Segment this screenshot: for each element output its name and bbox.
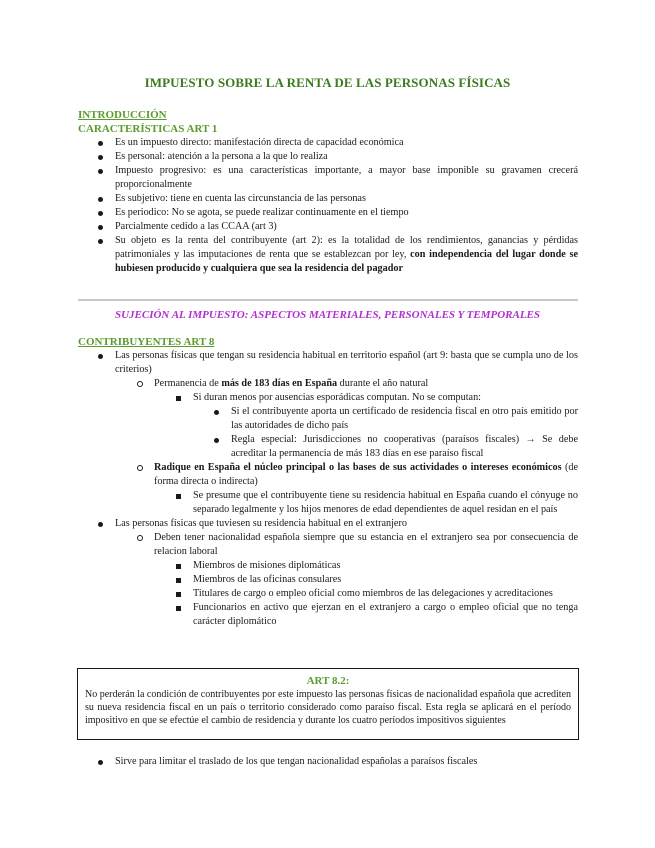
bullet-icon [98,239,103,244]
article-box-text: No perderán la condición de contribuyentes por este impuesto las personas físicas de nacionalidad española que acrediten su nueva residencia fiscal en un país o territorio considerado como paraíso fiscal. Esta regla se aplicará en el período impositivo en que se efectúe el cambio de residencia y durante los cuatro períodos impositivos siguientes [85,689,571,726]
list-item: Impuesto progresivo: es una características importante, a mayor base imponible su gravamen crecerá proporcionalmente [115,164,578,192]
intro-heading: INTRODUCCIÓN [78,109,167,121]
list-item: Su objeto es la renta del contribuyente (art 2): es la totalidad de los rendimientos, ganancias y pérdidas patrimoniales y las imputaciones de renta que se establezcan por ley, con independencia del lugar donde se hubiesen producido y cualquiera que sea la residencia del pagador [115,234,578,276]
bullet-icon [98,169,103,174]
list-item: Es subjetivo: tiene en cuenta las circunstancia de las personas [115,192,578,206]
final-list [0,755,655,769]
list-item: Es personal: atención a la persona a la que lo realiza [115,150,578,164]
list-item: Radique en España el núcleo principal o las bases de sus actividades o intereses económicos (de forma directa o indirecta) [154,461,578,489]
list-item: Deben tener nacionalidad española siempre que su estancia en el extranjero sea por consecuencia de relacion laboral [154,531,578,559]
article-box-title: ART 8.2: [306,675,350,687]
list-item: Regla especial: Jurisdicciones no cooperativas (paraísos fiscales) → Se debe acreditar la permanencia de más 183 días en ese paraíso fiscal [231,433,578,461]
contributors-heading: CONTRIBUYENTES ART 8 [78,336,215,348]
list-item: Miembros de las oficinas consulares [193,573,578,587]
square-bullet-icon [176,494,181,499]
article-box [77,668,579,740]
bullet-icon [98,197,103,202]
list-item: Si duran menos por ausencias esporádicas computan. No se computan: [193,391,578,405]
list-item: Permanencia de más de 183 días en España durante el año natural [154,377,578,391]
square-bullet-icon [176,592,181,597]
list-item: Funcionarios en activo que ejerzan en el extranjero a cargo o empleo oficial que no tenga carácter diplomático [193,601,578,629]
circle-bullet-icon [137,381,143,387]
list-item: Sirve para limitar el traslado de los que tengan nacionalidad españolas a paraísos fiscales [115,755,578,769]
square-bullet-icon [176,564,181,569]
list-item: Si el contribuyente aporta un certificado de residencia fiscal en otro país emitido por las autoridades de dicho país [231,405,578,433]
bullet-icon [98,522,103,527]
section-divider [78,299,578,301]
characteristics-list [0,136,655,276]
list-item: Las personas físicas que tengan su residencia habitual en territorio español (art 9: basta que se cumpla uno de los criterios) [115,349,578,377]
square-bullet-icon [176,606,181,611]
circle-bullet-icon [137,465,143,471]
square-bullet-icon [176,578,181,583]
list-item: Es un impuesto directo: manifestación directa de capacidad económica [115,136,578,150]
bullet-icon [214,410,219,415]
bullet-icon [98,225,103,230]
bullet-icon [214,438,219,443]
characteristics-heading: CARACTERÍSTICAS ART 1 [78,123,218,135]
list-item: Las personas físicas que tuviesen su residencia habitual en el extranjero [115,517,578,531]
contributors-list [0,349,655,629]
bullet-icon [98,141,103,146]
circle-bullet-icon [137,535,143,541]
list-item: Parcialmente cedido a las CCAA (art 3) [115,220,578,234]
bullet-icon [98,211,103,216]
list-item: Se presume que el contribuyente tiene su residencia habitual en España cuando el cónyuge no separado legalmente y los hijos menores de edad dependientes de aquel residan en el país [193,489,578,517]
list-item: Titulares de cargo o empleo oficial como miembros de las delegaciones y acreditaciones [193,587,578,601]
document-title: IMPUESTO SOBRE LA RENTA DE LAS PERSONAS FÍSICAS [144,75,511,90]
list-item: Es periodico: No se agota, se puede realizar continuamente en el tiempo [115,206,578,220]
square-bullet-icon [176,396,181,401]
bullet-icon [98,760,103,765]
section-heading: SUJECIÓN AL IMPUESTO: ASPECTOS MATERIALES, PERSONALES Y TEMPORALES [114,309,541,321]
list-item: Miembros de misiones diplomáticas [193,559,578,573]
bullet-icon [98,155,103,160]
bullet-icon [98,354,103,359]
